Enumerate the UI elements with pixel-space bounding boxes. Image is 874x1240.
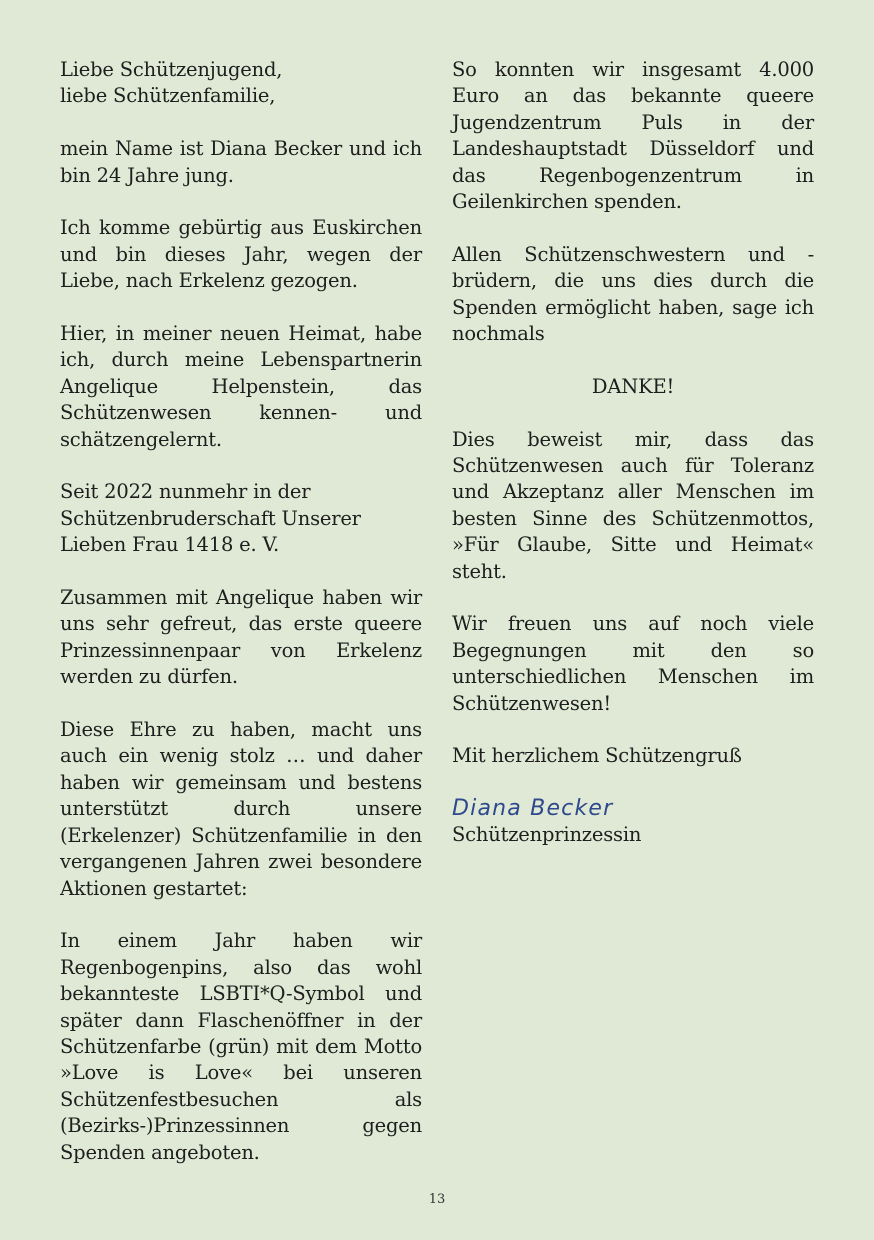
paragraph-tolerance: Dies beweist mir, dass das Schützenwesen auch für Toleranz und Akzeptanz aller Menschen im besten Sinne des Schützenmottos, »Für Glaube, Sitte und Heimat« steht. [452,427,814,583]
closing-greeting: Mit herzlichem Schützengruß [452,744,742,768]
paragraph-honor: Diese Ehre zu haben, macht uns auch ein wenig stolz … und daher haben wir gemeinsam und bestens unterstützt durch unsere (Erkelenzer) Schützenfamilie in den vergangenen Jahren zwei besondere Aktionen gestartet: [60,718,422,900]
paragraph-introduction: mein Name ist Diana Becker und ich bin 24 Jahre jung. [60,137,422,187]
paragraph-princess-couple: Zusammen mit Angelique haben wir uns sehr gefreut, das erste queere Prinzessinnenpaar von Erkelenz werden zu dürfen. [60,586,422,689]
paragraph-membership: Seit 2022 nunmehr in der Schützenbruderschaft Unserer Lieben Frau 1418 e. V. [60,480,361,557]
paragraph-donation: So konnten wir insgesamt 4.000 Euro an das bekannte queere Jugendzentrum Puls in der Landeshauptstadt Düsseldorf und das Regenbogenzentrum in Geilenkirchen spenden. [452,58,814,214]
left-column [60,57,422,1192]
signer-role: Schützenprinzessin [452,823,642,847]
thanks-heading: DANKE! [591,374,675,398]
page-number: 13 [428,1192,446,1207]
right-column [452,57,814,849]
paragraph-thanks-intro: Allen Schützenschwestern und -brüdern, die uns dies durch die Spenden ermöglicht haben, sage ich nochmals [452,242,814,346]
paragraph-encounters: Wir freuen uns auf noch viele Begegnungen mit den so unterschiedlichen Menschen im Schützenwesen! [452,612,814,715]
paragraph-campaign: In einem Jahr haben wir Regenbogenpins, also das wohl bekannteste LSBTI*Q-Symbol und später dann Flaschenöffner in der Schützenfarbe (grün) mit dem Motto »Love is Love« bei unseren Schützenfestbesuchen als (Bezirks-)Prinzessinnen gegen Spenden angeboten. [60,929,422,1164]
paragraph-origin: Ich komme gebürtig aus Euskirchen und bin dieses Jahr, wegen der Liebe, nach Erkelenz gezogen. [60,216,422,293]
handwritten-signature: Diana Becker [452,796,614,822]
salutation: Liebe Schützenjugend, liebe Schützenfamilie, [60,58,283,108]
paragraph-new-home: Hier, in meiner neuen Heimat, habe ich, durch meine Lebenspartnerin Angelique Helpenstein, das Schützenwesen kennen- und schätzengelernt. [60,322,422,451]
